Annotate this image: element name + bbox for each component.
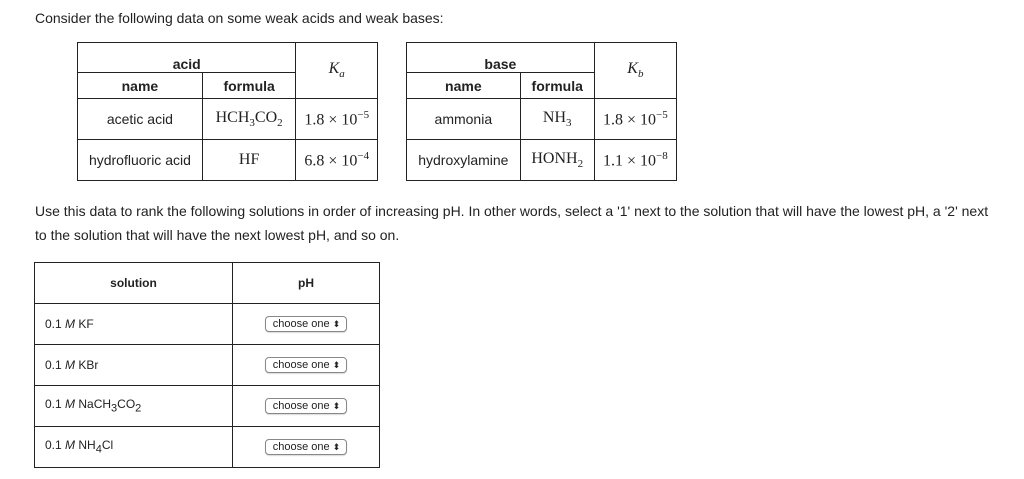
updown-arrow-icon: ⬍ [332,401,341,411]
acid-table [77,42,378,181]
table-row [35,386,380,427]
updown-arrow-icon: ⬍ [332,319,341,329]
base-name: hydroxylamine [407,140,521,181]
acid-formula: $HCH_3CO_2$ [202,99,296,140]
table-row [35,427,380,468]
kb-value: $1.1 \times 10^{-8}$ [594,140,676,181]
table-row [35,345,380,386]
ph-select-nach3co2[interactable]: choose one ⬍ [265,398,347,414]
table-row [35,304,380,345]
base-group-header: base [407,43,595,73]
intro-text: Consider the following data on some weak acids and weak bases: [35,10,444,26]
acid-name: hydrofluoric acid [78,140,203,181]
acid-formula: HF [202,140,296,181]
solution-label: 0.1 M KBr [35,345,233,386]
updown-arrow-icon: ⬍ [332,442,341,452]
solution-label: 0.1 M KF [35,304,233,345]
kb-value: $1.8 \times 10^{-5}$ [594,99,676,140]
ph-header: pH [233,263,380,304]
acid-group-header: acid [78,43,296,73]
ka-header: $K_a$ [296,43,378,99]
base-table [406,42,677,181]
acid-name: acetic acid [78,99,203,140]
solution-header: solution [35,263,233,304]
ka-value: $6.8 \times 10^{-4}$ [296,140,378,181]
table-row [407,140,677,181]
base-formula-header: formula [520,73,594,99]
table-row [407,99,677,140]
table-row [78,99,378,140]
solution-label: 0.1 M $NaCH_3CO_2$ [35,386,233,427]
updown-arrow-icon: ⬍ [332,360,341,370]
ka-value: $1.8 \times 10^{-5}$ [296,99,378,140]
acid-name-header: name [78,73,203,99]
acid-formula-header: formula [202,73,296,99]
ph-select-kbr[interactable]: choose one ⬍ [265,357,347,373]
base-name: ammonia [407,99,521,140]
table-row [78,140,378,181]
instructions-text: Use this data to rank the following solutions in order of increasing pH. In other words, select a '1' next to the solution that will have the lowest pH, a '2' next to the solution that will have the next lowest pH, and so on. [35,203,989,243]
base-formula: $NH_3$ [520,99,594,140]
ph-select-nh4cl[interactable]: choose one ⬍ [265,439,347,455]
solution-table [34,262,380,468]
base-formula: $HONH_2$ [520,140,594,181]
kb-header: $K_b$ [594,43,676,99]
solution-label: 0.1 M $NH_4Cl$ [35,427,233,468]
ph-select-kf[interactable]: choose one ⬍ [265,316,347,332]
base-name-header: name [407,73,521,99]
